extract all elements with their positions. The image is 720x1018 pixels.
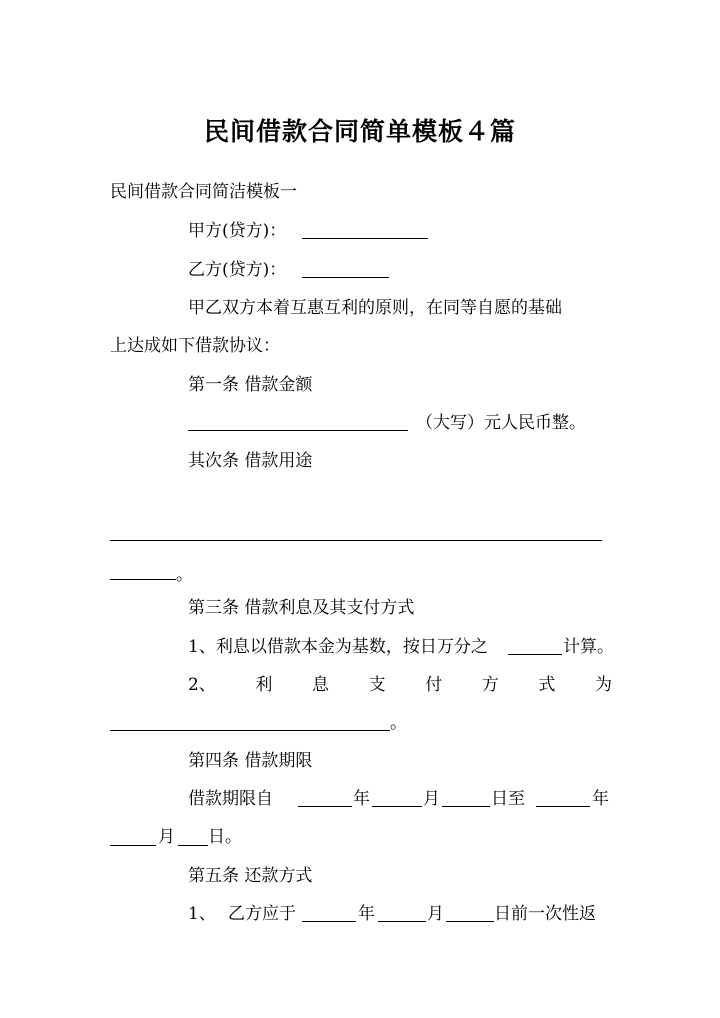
article-2-end: 。 <box>176 565 193 585</box>
end-month-label: 月 <box>158 827 175 847</box>
party-a-blank <box>302 238 428 239</box>
start-month-blank <box>372 806 422 807</box>
start-year-label: 年 <box>353 789 370 809</box>
article-5-title: 第五条 还款方式 <box>188 866 313 886</box>
document-title: 民间借款合同简单模板４篇 <box>203 117 516 146</box>
article-3-item-2-end: 。 <box>390 713 407 733</box>
repay-month-blank <box>378 921 426 922</box>
repay-year-blank <box>302 921 356 922</box>
article-3-rate-blank <box>508 654 562 655</box>
article-2-purpose-blank <box>110 540 602 541</box>
repay-year-label: 年 <box>358 904 375 924</box>
item-2-char: 利 <box>255 675 273 695</box>
end-year-blank <box>536 806 590 807</box>
article-3-title: 第三条 借款利息及其支付方式 <box>188 598 415 618</box>
item-2-char: 息 <box>312 675 330 695</box>
article-3-item-1-b: 计算。 <box>563 637 614 657</box>
item-2-char: 方 <box>481 675 499 695</box>
article-1-suffix: （大写）元人民币整。 <box>416 413 586 433</box>
item-2-char: 为 <box>594 675 612 695</box>
article-3-item-1-a: 1、利息以借款本金为基数，按日万分之 <box>188 637 488 657</box>
intro-line-1: 甲乙双方本着互惠互利的原则，在同等自愿的基础 <box>188 298 562 318</box>
article-1-title: 第一条 借款金额 <box>188 375 313 395</box>
end-month-blank <box>110 845 156 846</box>
repay-day-blank <box>446 921 494 922</box>
end-day-blank <box>178 845 208 846</box>
start-month-label: 月 <box>423 789 440 809</box>
article-3-item-2 <box>188 673 612 697</box>
item-2-char: 付 <box>425 675 443 695</box>
article-3-payment-blank <box>110 730 390 731</box>
article-4-from: 借款期限自 <box>188 789 273 809</box>
article-1-amount-blank <box>188 430 408 431</box>
item-2-char: 支 <box>368 675 386 695</box>
article-5-text-b: 日前一次性返 <box>494 904 596 924</box>
start-year-blank <box>298 806 352 807</box>
end-year-label: 年 <box>592 789 609 809</box>
article-2-purpose-blank-2 <box>110 579 176 580</box>
party-b-label: 乙方(贷方)： <box>188 260 287 280</box>
party-a-label: 甲方(贷方)： <box>188 221 287 241</box>
end-day-label: 日。 <box>208 827 242 847</box>
item-2-char: 2、 <box>188 675 216 695</box>
item-2-char: 式 <box>538 675 556 695</box>
repay-month-label: 月 <box>427 904 444 924</box>
start-day-blank <box>442 806 490 807</box>
article-5-prefix: 1、 <box>188 904 216 924</box>
article-4-title: 第四条 借款期限 <box>188 751 313 771</box>
section-heading: 民间借款合同简洁模板一 <box>110 182 297 202</box>
article-5-text-a: 乙方应于 <box>228 904 296 924</box>
intro-line-2: 上达成如下借款协议： <box>110 336 280 356</box>
party-b-blank <box>302 277 389 278</box>
article-2-title: 其次条 借款用途 <box>188 451 313 471</box>
start-day-to-label: 日至 <box>491 789 525 809</box>
